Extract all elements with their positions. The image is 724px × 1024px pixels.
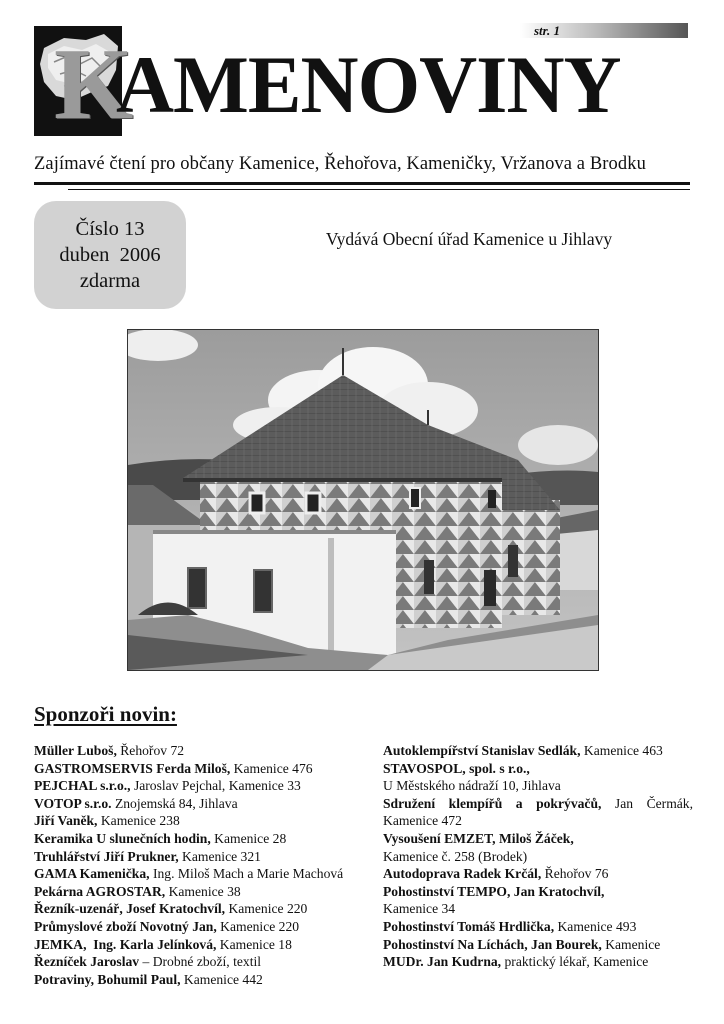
publisher-line: Vydává Obecní úřad Kamenice u Jihlavy xyxy=(325,229,613,249)
sponsor-name: Jiří Vaněk, xyxy=(34,813,98,829)
sponsor-detail: Řehořov 72 xyxy=(116,743,185,758)
list-item xyxy=(383,760,693,778)
list-item xyxy=(383,848,693,866)
sponsor-name: Pekárna AGROSTAR, xyxy=(34,883,166,899)
page-number: str. 1 xyxy=(534,23,561,38)
list-item xyxy=(34,777,369,795)
issue-number: Číslo 13 xyxy=(75,218,145,240)
list-item xyxy=(383,865,693,883)
header-rule-thick xyxy=(34,182,690,185)
sponsor-name: Řezník-uzenář, Josef Kratochvíl, xyxy=(34,901,226,917)
sponsor-detail: – Drobné zboží, textil xyxy=(139,954,262,970)
list-item xyxy=(34,918,369,936)
sponsor-detail: Kamenice 472 xyxy=(383,813,462,829)
sponsor-detail: Kamenice 476 xyxy=(230,760,313,776)
sponsor-name: Potraviny, Bohumil Paul, xyxy=(34,971,181,987)
sponsor-name: STAVOSPOL, spol. s r.o., xyxy=(383,760,530,776)
list-item xyxy=(383,742,693,760)
sponsor-name: Pohostinství Tomáš Hrdlička, xyxy=(383,918,555,934)
sponsor-detail: Znojemská 84, Jihlava xyxy=(111,795,238,811)
masthead-subtitle: Zajímavé čtení pro občany Kamenice, Řehořova, Kameničky, Vržanova a Brodku xyxy=(34,154,646,174)
issue-price: zdarma xyxy=(79,270,141,292)
list-item xyxy=(34,848,369,866)
sponsor-detail: Kamenice 18 xyxy=(216,936,292,952)
sponsor-detail: Kamenice 220 xyxy=(216,918,300,934)
list-item xyxy=(34,936,369,954)
sponsor-name: Řezníček Jaroslav xyxy=(34,954,140,970)
sponsor-name: Průmyslové zboží Novotný Jan, xyxy=(34,918,217,934)
list-item xyxy=(34,760,369,778)
sponsor-name: GAMA Kamenička, xyxy=(34,866,150,882)
sponsor-name: MUDr. Jan Kudrna, xyxy=(383,954,502,970)
sponsor-detail: Ing. Miloš Mach a Marie Machová xyxy=(149,866,344,882)
sponsors-list-left xyxy=(34,742,369,988)
masthead-title: AMENOVINY xyxy=(116,39,621,130)
sponsor-detail: Jaroslav Pejchal, Kamenice 33 xyxy=(130,778,301,794)
list-item xyxy=(383,777,693,795)
sponsor-name: Vysoušení EMZET, Miloš Žáček, xyxy=(383,830,574,846)
sponsor-detail: Jan Čermák, xyxy=(601,795,693,811)
sponsor-detail: Kamenice 34 xyxy=(383,901,456,917)
sponsor-name: Pohostinství TEMPO, Jan Kratochvíl, xyxy=(383,883,605,899)
issue-date: duben 2006 xyxy=(59,244,161,266)
sponsor-detail: Kamenice 28 xyxy=(210,830,287,846)
sponsor-name: GASTROMSERVIS Ferda Miloš, xyxy=(34,760,231,776)
sponsor-name: VOTOP s.r.o. xyxy=(34,795,112,811)
sponsor-detail: Řehořov 76 xyxy=(541,866,609,882)
list-item xyxy=(383,830,693,848)
sponsor-detail: Kamenice 321 xyxy=(178,848,261,864)
list-item xyxy=(383,900,693,918)
list-item xyxy=(383,883,693,901)
list-item xyxy=(34,971,369,989)
list-item xyxy=(34,795,369,813)
list-item xyxy=(34,883,369,901)
list-item xyxy=(383,936,693,954)
list-item xyxy=(34,865,369,883)
page-number-banner xyxy=(520,23,688,38)
sponsor-detail: Kamenice č. 258 (Brodek) xyxy=(383,848,528,864)
sponsor-detail: Kamenice 442 xyxy=(180,971,263,987)
sponsor-name: Autoklempířství Stanislav Sedlák, xyxy=(383,743,581,758)
sponsor-detail: praktický lékař, Kamenice xyxy=(501,954,649,970)
issue-badge xyxy=(34,201,186,309)
sponsor-name: Autodoprava Radek Krčál, xyxy=(383,866,542,882)
list-item xyxy=(383,918,693,936)
sponsor-detail: Kamenice 493 xyxy=(554,918,637,934)
sponsor-detail: Kamenice 238 xyxy=(97,813,180,829)
sponsor-detail: Kamenice 38 xyxy=(165,883,241,899)
sponsor-detail: Kamenice 463 xyxy=(580,743,663,758)
header-rule-thin xyxy=(68,189,690,190)
sponsor-name: PEJCHAL s.r.o., xyxy=(34,778,131,794)
sponsor-detail: Kamenice 220 xyxy=(225,901,308,917)
sponsor-name: Pohostinství Na Líchách, Jan Bourek, xyxy=(383,936,602,952)
sponsor-detail: Kamenice xyxy=(601,936,661,952)
historic-house-photo-icon xyxy=(128,330,598,670)
list-item xyxy=(383,795,693,813)
list-item xyxy=(34,900,369,918)
sponsor-name: Keramika U slunečních hodin, xyxy=(34,830,211,846)
sponsor-name: JEMKA, Ing. Karla Jelínková, xyxy=(34,936,217,952)
sponsors-heading: Sponzoři novin: xyxy=(34,702,177,726)
list-item xyxy=(383,953,693,971)
list-item xyxy=(34,742,369,760)
list-item xyxy=(383,812,693,830)
cover-photo xyxy=(127,329,599,671)
list-item xyxy=(34,830,369,848)
sponsor-name: Truhlářství Jiří Prukner, xyxy=(34,848,179,864)
sponsor-name: Müller Luboš, xyxy=(34,743,117,758)
list-item xyxy=(34,812,369,830)
sponsors-list-right xyxy=(383,742,693,971)
sponsor-name: Sdružení klempířů a pokrývačů, xyxy=(383,795,602,811)
list-item xyxy=(34,953,369,971)
masthead-initial: K xyxy=(54,28,134,141)
sponsor-detail: U Městského nádraží 10, Jihlava xyxy=(383,778,561,794)
